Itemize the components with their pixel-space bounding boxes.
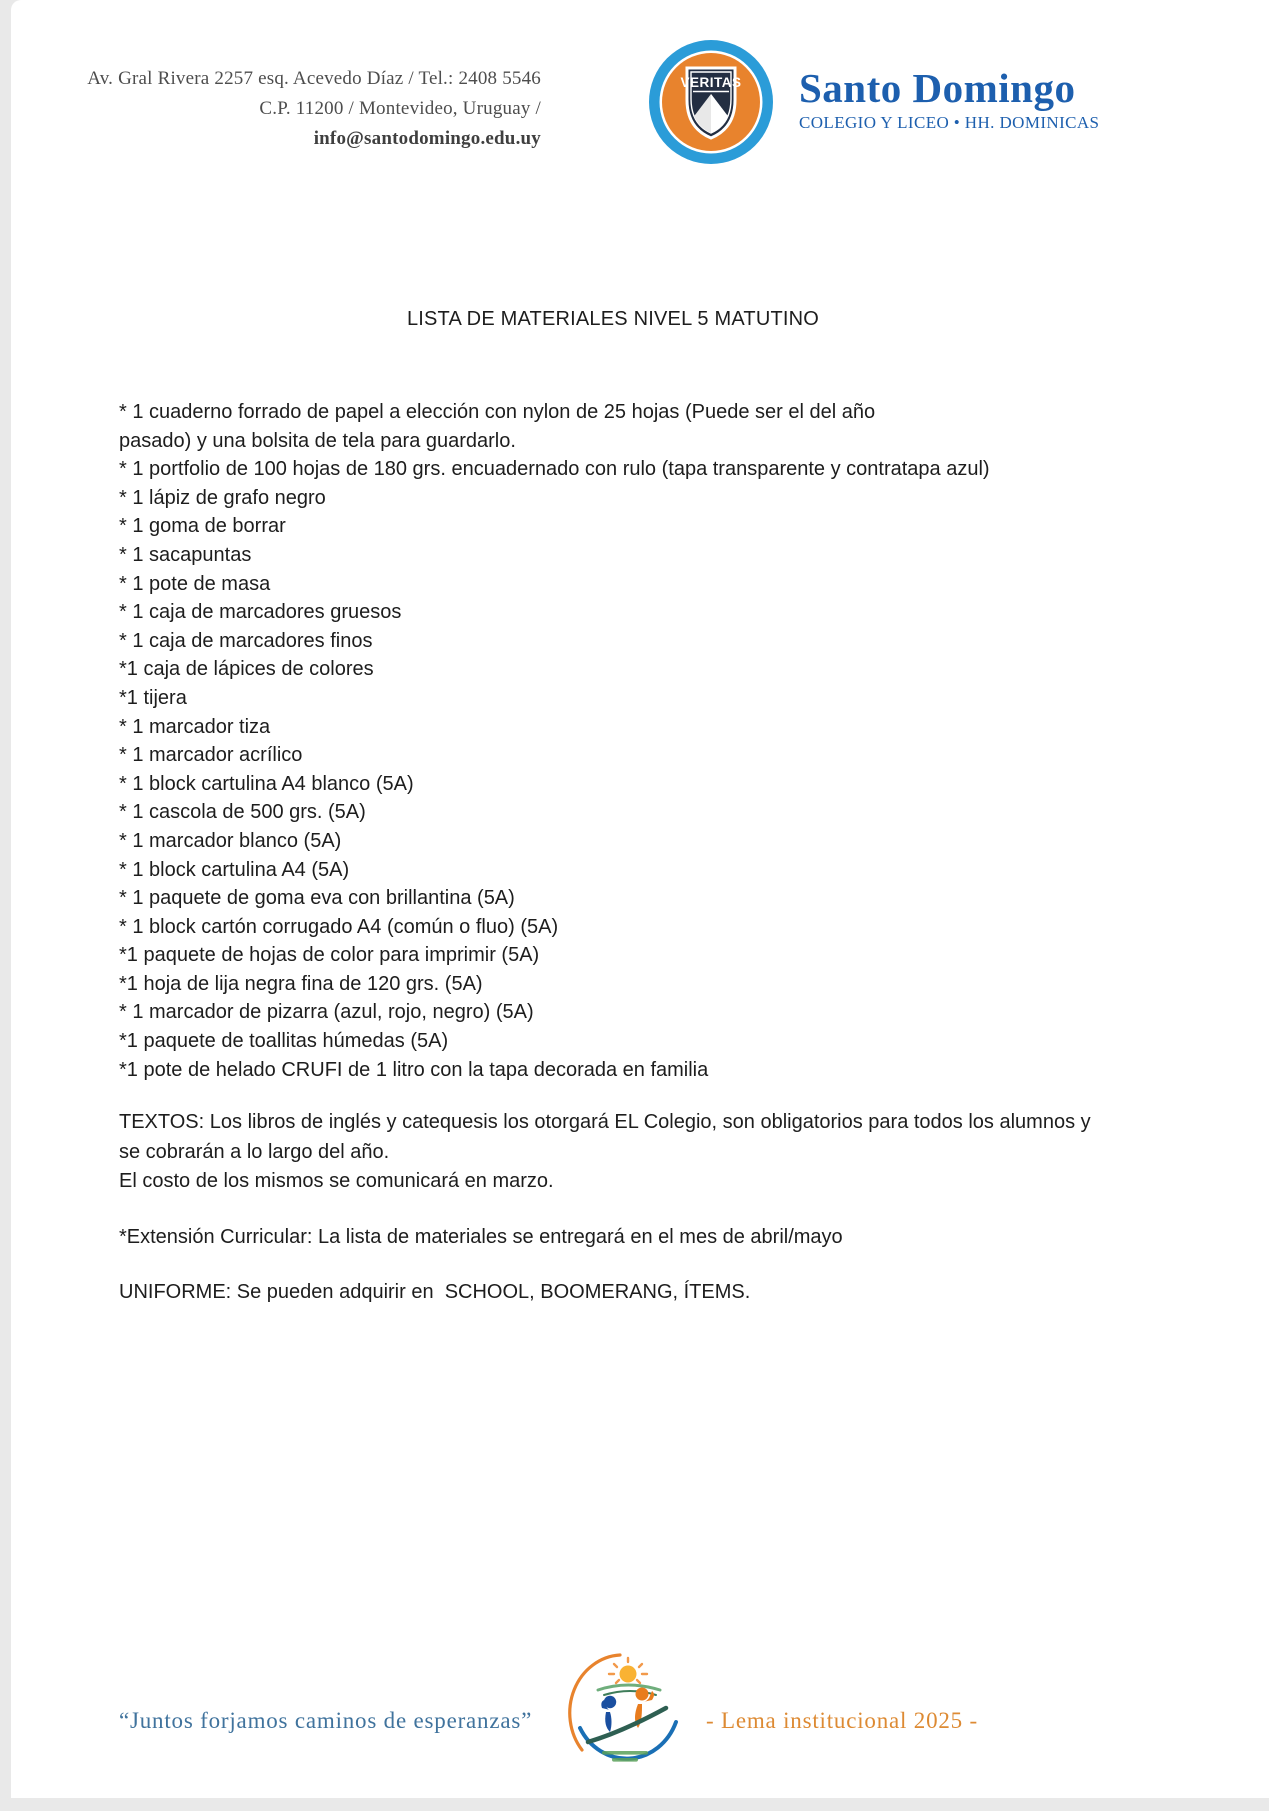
emblem-landscape-swoosh <box>598 1685 660 1690</box>
materials-list <box>119 398 1219 1084</box>
material-item-line: *1 hoja de lija negra fina de 120 grs. (5A) <box>119 972 483 995</box>
address-line-2 <box>51 94 541 154</box>
school-email: info@santodomingo.edu.uy <box>313 128 541 149</box>
document-page <box>11 0 1269 1798</box>
material-item-line: * 1 caja de marcadores finos <box>119 629 373 652</box>
emblem-dark-swoosh <box>588 1708 666 1742</box>
material-item-line: *1 pote de helado CRUFI de 1 litro con la tapa decorada en familia <box>119 1058 709 1081</box>
material-item-line: * 1 pote de masa <box>119 572 271 595</box>
textos-note-line: El costo de los mismos se comunicará en marzo. <box>119 1170 554 1192</box>
material-item-line: pasado) y una bolsita de tela para guardarlo. <box>119 429 516 452</box>
material-item-line: * 1 block cartulina A4 (5A) <box>119 858 350 881</box>
material-item-line: * 1 sacapuntas <box>119 543 252 566</box>
footer-motto: “Juntos forjamos caminos de esperanzas” <box>119 1708 533 1733</box>
document-title: LISTA DE MATERIALES NIVEL 5 MATUTINO <box>406 308 820 330</box>
extension-curricular-note: *Extensión Curricular: La lista de materiales se entregará en el mes de abril/mayo <box>119 1226 843 1248</box>
material-item-line: * 1 cuaderno forrado de papel a elección con nylon de 25 hojas (Puede ser el del año <box>119 401 876 423</box>
address-line-2-prefix: C.P. 11200 / Montevideo, Uruguay / <box>259 98 541 119</box>
sun-icon <box>609 1658 647 1683</box>
material-item-line: * 1 cascola de 500 grs. (5A) <box>119 801 366 824</box>
crest-shield-text: VERITAS <box>680 75 742 90</box>
material-item-line: * 1 paquete de goma eva con brillantina (5A) <box>119 887 515 910</box>
school-brand <box>799 66 1199 133</box>
school-subtitle: COLEGIO Y LICEO • HH. DOMINICAS <box>799 113 1100 132</box>
uniforme-note: UNIFORME: Se pueden adquirir en SCHOOL, BOOMERANG, ÍTEMS. <box>119 1281 751 1303</box>
material-item-line: *1 caja de lápices de colores <box>119 658 374 681</box>
material-item-line: *1 paquete de hojas de color para imprimir (5A) <box>119 944 540 967</box>
material-item-line: * 1 caja de marcadores gruesos <box>119 601 402 624</box>
textos-note-line: se cobrarán a lo largo del año. <box>119 1140 390 1163</box>
material-item-line: * 1 marcador acrílico <box>119 744 303 767</box>
material-item-line: * 1 goma de borrar <box>119 515 286 538</box>
material-item-line: * 1 lápiz de grafo negro <box>119 486 326 509</box>
material-item-line: * 1 marcador tiza <box>119 715 271 738</box>
school-address <box>51 64 541 154</box>
footer-lema: - Lema institucional 2025 - <box>706 1708 978 1733</box>
school-name: Santo Domingo <box>799 65 1076 111</box>
address-line-1: Av. Gral Rivera 2257 esq. Acevedo Díaz / Tel.: 2408 5546 <box>87 68 541 89</box>
material-item-line: * 1 block cartulina A4 blanco (5A) <box>119 772 414 795</box>
material-item-line: * 1 marcador blanco (5A) <box>119 829 342 852</box>
textos-note-line: TEXTOS: Los libros de inglés y catequesis los otorgará EL Colegio, son obligatorios para todos los alumnos y <box>119 1111 1091 1133</box>
school-crest-logo <box>647 38 775 166</box>
textos-note <box>119 1108 1219 1197</box>
material-item-line: * 1 block cartón corrugado A4 (común o fluo) (5A) <box>119 915 559 938</box>
lema-emblem-logo <box>564 1650 686 1780</box>
material-item-line: * 1 marcador de pizarra (azul, rojo, negro) (5A) <box>119 1001 534 1024</box>
material-item-line: * 1 portfolio de 100 hojas de 180 grs. encuadernado con rulo (tapa transparente y contratapa azul) <box>119 458 990 481</box>
material-item-line: *1 tijera <box>119 686 187 709</box>
blue-figure-icon <box>601 1696 616 1732</box>
material-item-line: *1 paquete de toallitas húmedas (5A) <box>119 1030 449 1053</box>
